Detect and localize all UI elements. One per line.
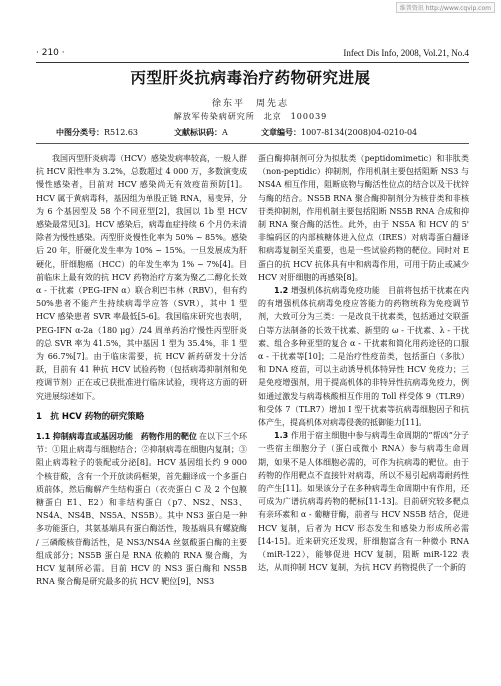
article-metadata [56, 127, 476, 139]
document-code: 文献标识码：A [174, 128, 228, 137]
page-number: · 210 · [36, 48, 65, 58]
subsection-1-3 [258, 429, 477, 574]
right-column [258, 152, 477, 575]
article-title: 丙型肝炎抗病毒治疗药物研究进展 [130, 69, 371, 87]
running-head [36, 48, 469, 60]
subsection-1-3-number: 1.3 [274, 431, 289, 441]
subsection-1-1-number: 1.1 [36, 432, 51, 442]
subsection-1-2-text: 增强机体抗病毒免疫功能 目前将包括干扰素在内的有增强机体抗病毒免疫应答能力的药物统称为免疫调节剂，大致可分为三类：一是改良干扰素类，包括通过交联蛋白等方法制备的长效干扰素、新型的 ω - 干扰素、λ - 干扰素、组合多种亚型的复合 α - 干扰素和简化用药途径的口服 α - 干扰素等[10]；二是治疗性疫苗类，包括蛋白（多肽）和 DNA 疫苗，可以主动诱导机体特异性 HCV 免疫力；三是免疫增强剂，用于提高机体的非特异性抗病毒免疫力，例如通过激发与病毒核酸相互作用的 Toll 样受体 9（TLR9）和受体 7（TLR7）增加 I 型干扰素等抗病毒细胞因子和抗体产生，提高机体对病毒侵袭的抵御能力[11]。 [258, 286, 470, 428]
intro-paragraph: 我国丙型肝炎病毒（HCV）感染发病率较高，一般人群抗 HCV 阳性率为 3.2%，总数超过 4 000 万，多数演变成慢性感染者，目前对 HCV 感染尚无有效疫苗预防[1]。HCV 属于黄病毒科，基因组为单股正链 RNA，易变异，分为 6 个基因型及 58 个不同亚型[2]，我国以 1b 型 HCV 感染最常见[3]。HCV 感染后，病毒血症持续 6 个月仍未清除者为慢性感染。丙型肝炎慢性化率为 50% ~ 85%。感染后 20 年，肝硬化发生率为 10% ~ 15%。一旦发展成为肝硬化，肝细胞癌（HCC）的年发生率为 1% ~ 7%[4]。目前临床上最有效的抗 HCV 药物治疗方案为聚乙二醇化长效 α - 干扰素（PEG-IFN α）联合利巴韦林（RBV），但有约 50%患者不能产生持续病毒学应答（SVR），其中 1 型 HCV 感染患者 SVR 率最低[5-6]。我国临床研究也表明，PEG-IFN α-2a（180 μg）/24 周单药治疗慢性丙型肝炎的总 SVR 率为 41.5%，其中基因 1 型为 35.4%，非 1 型为 66.7%[7]。由于临床需要，抗 HCV 新药研发十分活跃，目前有 41 种抗 HCV 试验药物（包括病毒抑制剂和免疫调节剂）正在或已获批准进行临床试验，现将这方面的研究进展综述如下。 [36, 154, 247, 401]
clc-number: 中图分类号：R512.63 [56, 128, 139, 137]
metadata-rule [36, 143, 469, 144]
left-column [36, 152, 247, 589]
subsection-1-1 [36, 430, 247, 588]
affiliation: 解放军传染病研究所 北京 100039 [173, 112, 328, 121]
authors: 徐东平 周先志 [211, 99, 289, 109]
header-rule [36, 62, 469, 63]
continued-paragraph: 蛋白酶抑制剂可分为拟肽类（peptidomimetic）和非肽类（non-peptidic）抑制剂，作用机制主要包括阻断 NS3 与 NS4A 相互作用，阻断底物与酶活性位点的结合以及干扰锌与酶的结合。NS5B RNA 聚合酶抑制剂分为核苷类和非核苷类抑制剂，作用机制主要包括阻断 NS5B RNA 合成和抑制 RNA 聚合酶的活性。此外，由于 NS5A 和 HCV 的 5' 非编码区的内部核糖体进入位点（IRES）对病毒蛋白翻译和病毒复制至关重要，也是一些试验药物的靶位。同时对 E 蛋白的抗 HCV 抗体具有中和病毒作用，可用于防止或减少 HCV 对肝细胞的再感染[8]。 [258, 154, 469, 282]
article-number: 文章编号：1007-8134(2008)04-0210-04 [261, 128, 418, 137]
subsection-1-2 [258, 284, 469, 429]
watermark: 维普资讯 http://www.cqvip.com [396, 2, 495, 13]
subsection-1-3-text: 作用于宿主细胞中参与病毒生命周期的“帮凶”分子 一些宿主细胞分子（蛋白或微小 RNA）参与病毒生命周期，如果不是人体细胞必需的，可作为抗病毒的靶位。由于药物的作用靶点不直接针对病毒，所以不易引起病毒耐药性的产生[11]。如果该分子在多种病毒生命周期中有作用，还可成为广谱抗病毒药物的靶标[11-13]。目前研究较多靶点有亲环素和 α - 葡糖苷酶，前者与 HCV NS5B 结合，促进 HCV 复制，后者为 HCV 形态发生和感染力形成所必需[14-15]。近来研究还发现，肝细胞富含有一种微小 RNA（miR-122），能够促进 HCV 复制，阻断 miR-122 表达，从而抑制 HCV 复制，为抗 HCV 药物提供了一个新的 [258, 431, 477, 573]
subsection-1-2-number: 1.2 [274, 286, 289, 296]
subsection-1-1-title: 抑制病毒直或基因功能 药物作用的靶位 [52, 432, 197, 442]
journal-citation: Infect Dis Info, 2008, Vol.21, No.4 [343, 48, 469, 58]
section-1-heading: 1 抗 HCV 药物的研究策略 [36, 411, 145, 422]
subsection-1-1-text: 在以下三个环节：①阻止病毒与细胞结合；②抑制病毒在细胞内复制；③阻止病毒粒子的装配或分泌[8]。HCV 基因组长约 9 000 个核苷酸，含有一个开放读码框架，首先翻译成一个多蛋白质前体，然后酶解产生结构蛋白（衣壳蛋白 C 及 2 个包膜糖蛋白 E1、E2）和非结构蛋白（p7、NS2、NS3、NS4A、NS4B、NS5A、NS5B）。其中 NS3 蛋白是一种多功能蛋白，其氨基端具有蛋白酶活性，羧基端具有螺旋酶 / 三磷酸核苷酶活性，是 NS3/NS4A 丝氨酸蛋白酶的主要组成部分；NS5B 蛋白是 RNA 依赖的 RNA 聚合酶，为 HCV 复制所必需。目前 HCV 的 NS3 蛋白酶和 NS5B RNA 聚合酶是研究最多的抗 HCV 靶位[9]，NS3 [36, 432, 248, 587]
